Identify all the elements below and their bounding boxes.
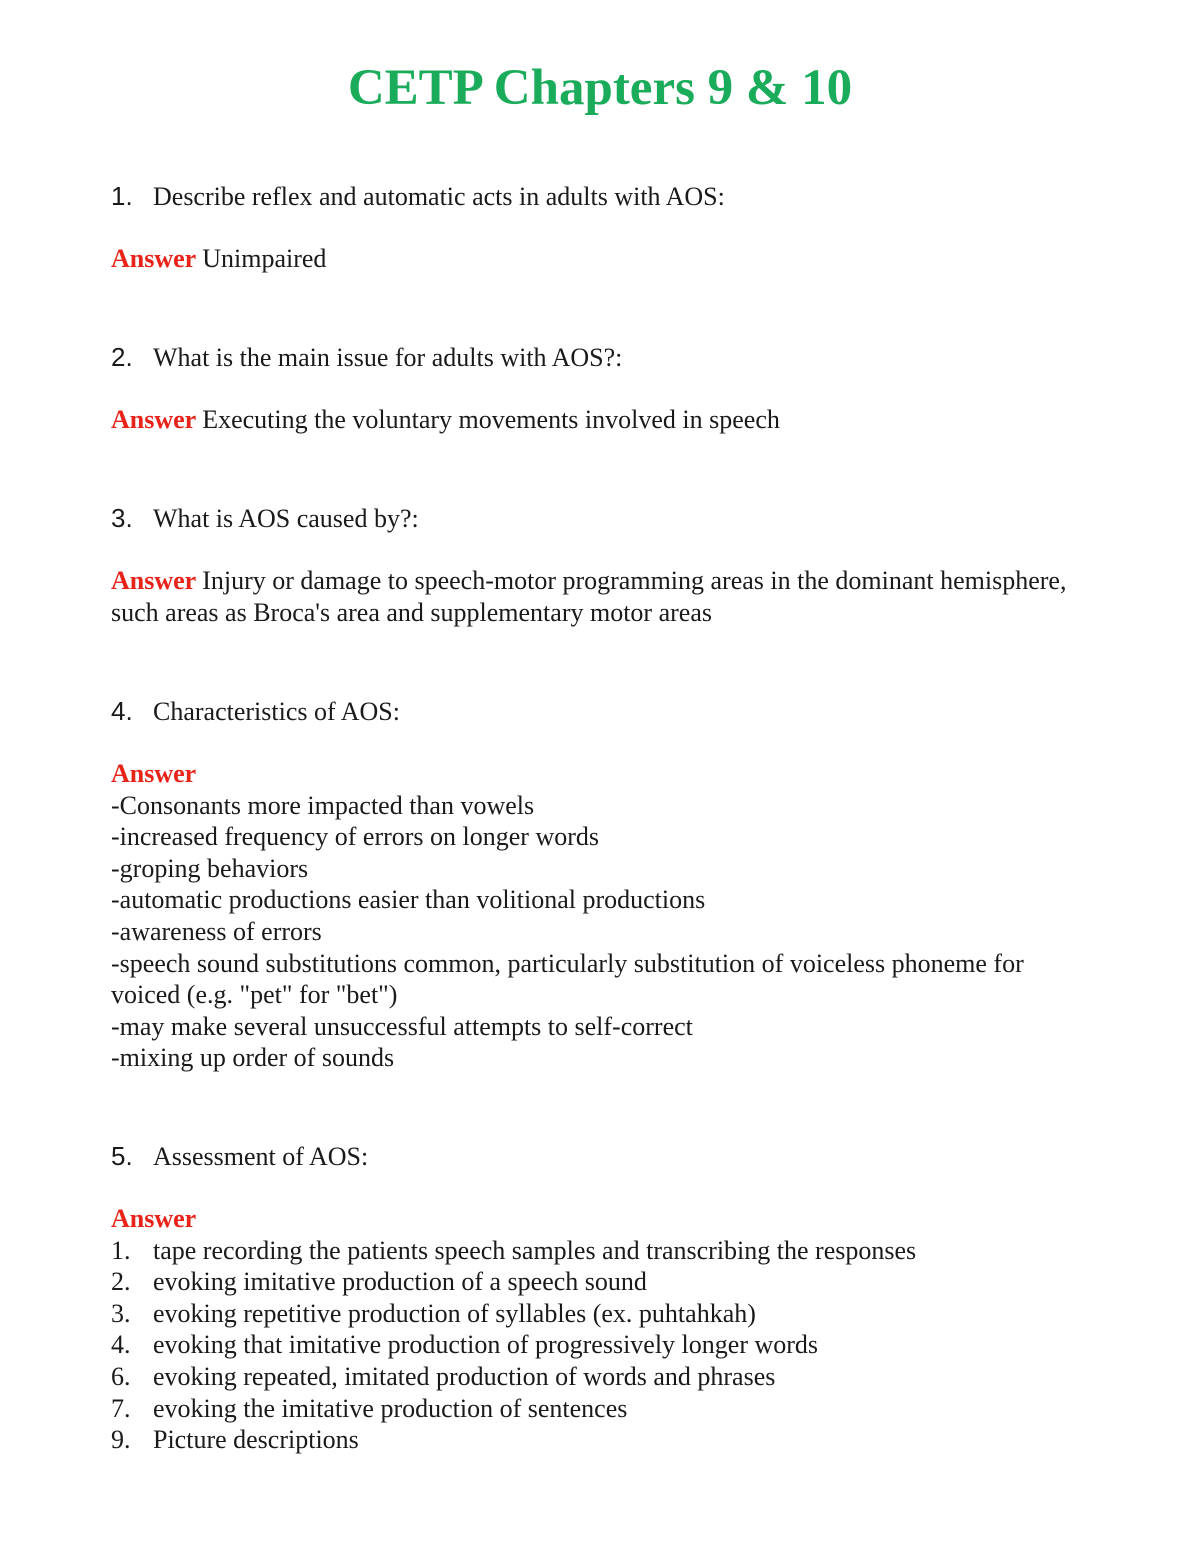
answer-line (111, 565, 1111, 597)
list-item (111, 1266, 1111, 1298)
answer-label: Answer (111, 1204, 197, 1233)
assessment-list (111, 1235, 1111, 1456)
question-block-5 (111, 1140, 1111, 1456)
answer-3 (111, 565, 1111, 628)
answer-label: Answer (111, 566, 197, 595)
question-2 (111, 341, 1111, 374)
question-3 (111, 502, 1111, 535)
list-item-number: 7. (111, 1393, 131, 1423)
answer-5 (111, 1203, 1111, 1456)
question-text: Characteristics of AOS: (153, 697, 400, 726)
list-item (111, 1424, 1111, 1456)
list-item-text: evoking imitative production of a speech sound (153, 1267, 647, 1297)
question-number: 4. (111, 696, 133, 726)
question-1 (111, 180, 1111, 213)
answer-text: Executing the voluntary movements involved in speech (202, 405, 780, 434)
question-block-4 (111, 695, 1111, 1074)
question-number: 5. (111, 1141, 133, 1171)
answer-label: Answer (111, 244, 197, 273)
question-text: What is AOS caused by?: (153, 504, 419, 533)
question-text: Assessment of AOS: (153, 1142, 369, 1171)
answer-4 (111, 758, 1111, 1074)
list-item (111, 1393, 1111, 1425)
question-number: 3. (111, 503, 133, 533)
question-block-2 (111, 341, 1111, 436)
list-item-number: 9. (111, 1425, 131, 1455)
answer-text: Injury or damage to speech-motor programming areas in the dominant hemisphere, (202, 566, 1067, 595)
list-item-number: 2. (111, 1267, 131, 1297)
list-item-number: 1. (111, 1235, 131, 1265)
question-block-3 (111, 502, 1111, 628)
answer-line: -may make several unsuccessful attempts to self-correct (111, 1011, 693, 1041)
question-number: 1. (111, 181, 133, 211)
answer-line: -speech sound substitutions common, particularly substitution of voiceless phoneme for (111, 948, 1024, 978)
list-item-number: 4. (111, 1330, 131, 1360)
list-item-text: evoking that imitative production of progressively longer words (153, 1330, 819, 1360)
answer-label: Answer (111, 405, 197, 434)
list-item-text: Picture descriptions (153, 1425, 359, 1455)
question-4 (111, 695, 1111, 728)
question-5 (111, 1140, 1111, 1173)
answer-1 (111, 243, 1111, 275)
answer-line: -groping behaviors (111, 853, 309, 883)
answer-2 (111, 404, 1111, 436)
page-title: CETP Chapters 9 & 10 (347, 60, 853, 116)
question-number: 2. (111, 342, 133, 372)
answer-line: -automatic productions easier than volitional productions (111, 885, 706, 915)
answer-label: Answer (111, 759, 197, 788)
answer-line: such areas as Broca's area and supplementary motor areas (111, 597, 712, 627)
answer-text: Unimpaired (202, 244, 327, 273)
list-item-text: evoking repeated, imitated production of words and phrases (153, 1361, 776, 1391)
list-item-text: evoking the imitative production of sentences (153, 1393, 628, 1423)
list-item-number: 6. (111, 1361, 131, 1391)
answer-line: voiced (e.g. "pet" for "bet") (111, 980, 398, 1010)
list-item (111, 1298, 1111, 1330)
list-item-text: tape recording the patients speech samples and transcribing the responses (153, 1235, 917, 1265)
answer-line: -increased frequency of errors on longer words (111, 822, 600, 852)
answer-line: -Consonants more impacted than vowels (111, 790, 535, 820)
answer-line: -mixing up order of sounds (111, 1043, 395, 1073)
list-item-text: evoking repetitive production of syllables (ex. puhtahkah) (153, 1298, 756, 1328)
list-item (111, 1361, 1111, 1393)
question-text: What is the main issue for adults with AOS?: (153, 343, 623, 372)
list-item-number: 3. (111, 1298, 131, 1328)
list-item (111, 1235, 1111, 1267)
question-text: Describe reflex and automatic acts in adults with AOS: (153, 182, 725, 211)
answer-line: -awareness of errors (111, 916, 322, 946)
question-block-1 (111, 180, 1111, 275)
list-item (111, 1329, 1111, 1361)
